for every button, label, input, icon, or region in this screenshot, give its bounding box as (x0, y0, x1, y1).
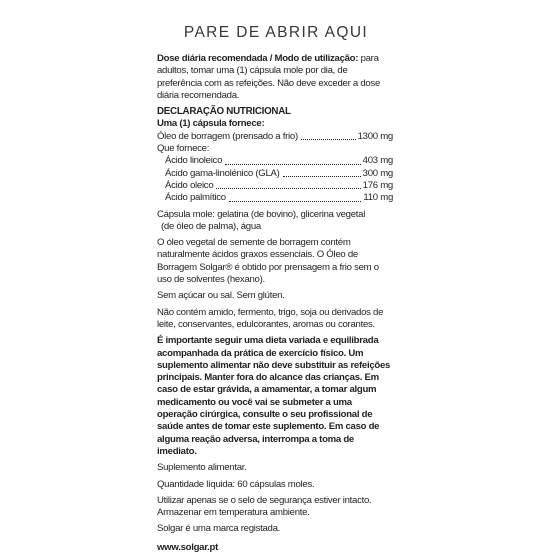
nutrient-row (157, 192, 393, 204)
dot-leader (216, 188, 360, 189)
nutrient-row (157, 180, 393, 192)
nutrient-row (157, 155, 393, 167)
dose-label: Dose diária recomendada / Modo de utilização: (157, 53, 359, 64)
nutrient-row-main (157, 131, 393, 143)
product-label (157, 24, 393, 554)
dot-leader (229, 201, 362, 202)
serving-size: Uma (1) cápsula fornece: (157, 118, 265, 130)
dose-text: para adultos, tomar uma (1) cápsula mole por dia, de preferência com as refeições. Não deve exceder a dose diária recomendada. (157, 53, 381, 101)
nutrient-value: 110 mg (363, 192, 393, 204)
nutrient-name: Óleo de borragem (prensado a frio) (157, 130, 298, 142)
website-url: www.solgar.pt (157, 541, 219, 553)
nutrient-value: 403 mg (362, 155, 393, 167)
nutrient-name: Ácido palmítico (165, 192, 226, 204)
dot-leader (283, 176, 361, 177)
supplement-line: Suplemento alimentar. (157, 462, 247, 474)
nutrition-title: DECLARAÇÃO NUTRICIONAL (157, 106, 291, 118)
capsule-ingredients: Cápsula mole: gelatina (de bovino), glicerina vegetal (157, 208, 366, 220)
dot-leader (225, 164, 361, 165)
nutrient-value: 300 mg (362, 167, 393, 179)
nutrient-name: Ácido linoleico (165, 155, 223, 167)
dose-paragraph (157, 53, 393, 102)
nutrient-name: Ácido gama-linolénico (GLA) (165, 167, 280, 179)
provides-label: Que fornece: (157, 143, 210, 155)
contains-no-paragraph: Não contém amido, fermento, trigo, soja ou derivados de leite, conservantes, edulcorantes, aromas ou corantes. (157, 306, 384, 330)
nutrient-value: 176 mg (362, 179, 393, 191)
dot-leader (301, 139, 356, 140)
storage-line: Utilizar apenas se o selo de segurança estiver intacto. Armazenar em temperatura ambiente. (157, 494, 372, 519)
capsule-ingredients-cont: (de óleo de palma), água (161, 220, 261, 232)
warning-paragraph: É importante seguir uma dieta variada e equilibrada acompanhada da prática de exercício físico. Um suplemento alimentar não deve substituir as refeições principais. Manter fora do alcance das crianças. Em caso de estar grávida, a amamentar, a tomar algum medicamento ou você vai se submeter a uma operação cirúrgica, consulte o seu profissional de saúde antes de tomar este suplemento. Em caso de alguma reação adversa, interrompa a toma de imediato. (157, 335, 391, 457)
quantity-line: Quantidade líquida: 60 cápsulas moles. (157, 478, 315, 490)
nutrient-name: Ácido oleico (165, 179, 214, 191)
description-paragraph: O óleo vegetal de semente de borragem contém naturalmente ácidos graxos essenciais. O Óleo de Borragem Solgar® é obtido por prensagem a frio sem o uso de solventes (hexano). (157, 237, 379, 286)
trademark-line: Solgar é uma marca registada. (157, 523, 281, 535)
nutrient-row (157, 168, 393, 180)
tear-here-heading: PARE DE ABRIR AQUI (183, 24, 369, 41)
free-from-paragraph: Sem açúcar ou sal. Sem glúten. (157, 290, 285, 302)
nutrient-value: 1300 mg (357, 130, 393, 142)
